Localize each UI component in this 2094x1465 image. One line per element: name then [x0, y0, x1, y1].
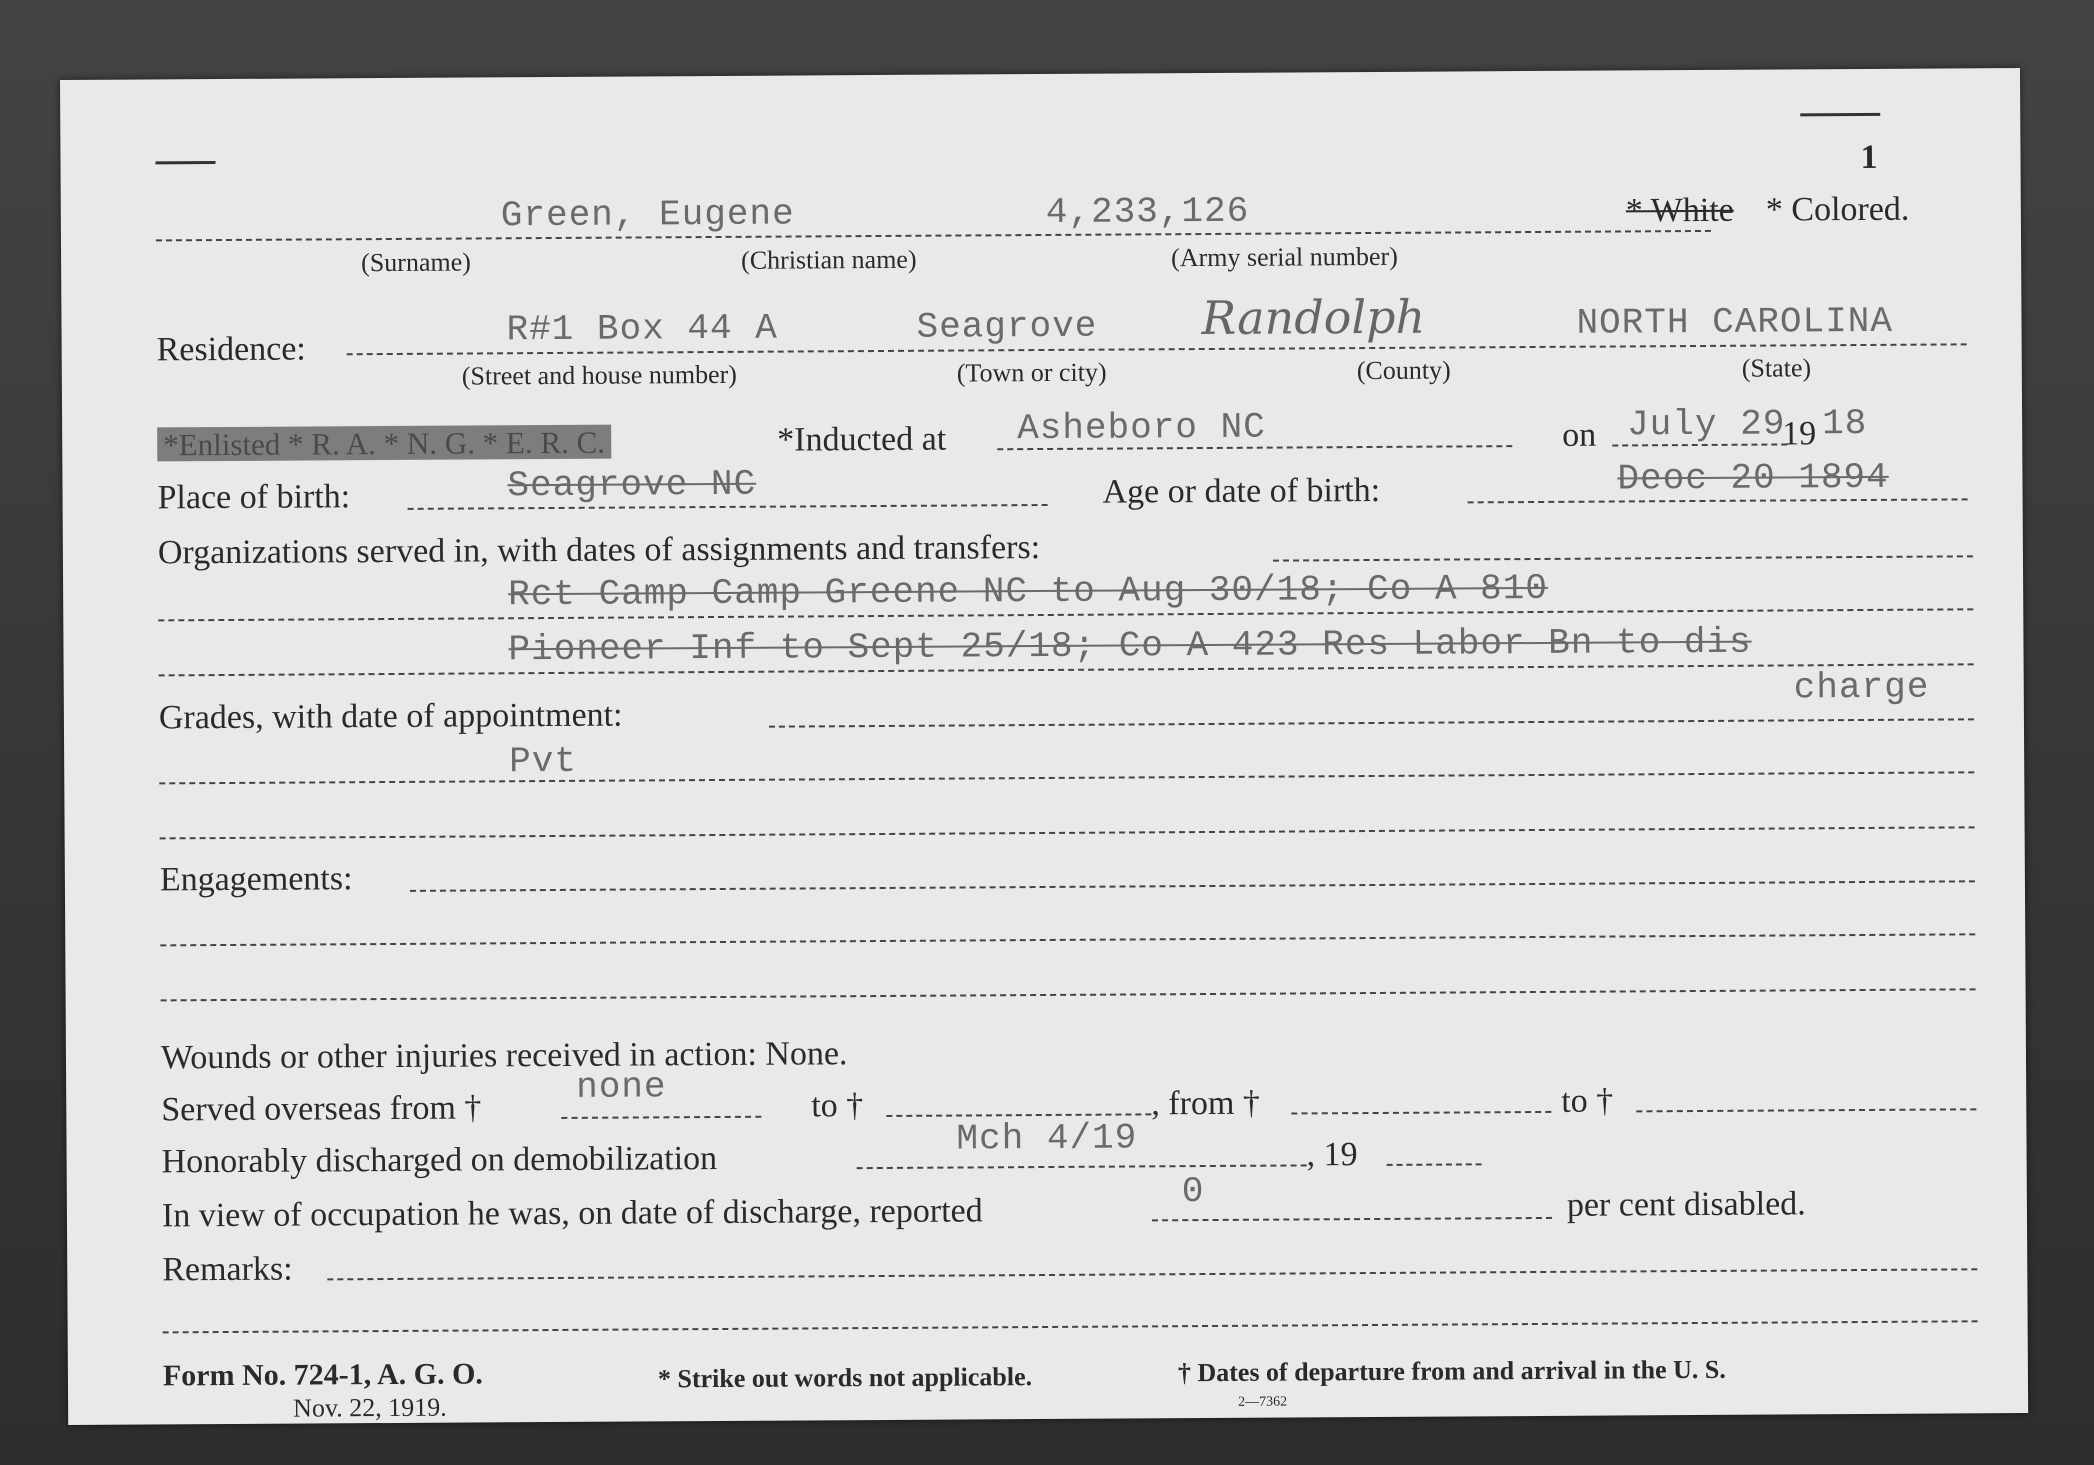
grades-line-0 — [769, 718, 1974, 727]
overseas-to2-line — [1636, 1108, 1976, 1112]
label-town: (Town or city) — [956, 357, 1107, 388]
dates-note: † Dates of departure from and arrival in the U. S. — [1177, 1354, 1726, 1388]
street-value: R#1 Box 44 A — [506, 307, 778, 351]
form-date: Nov. 22, 1919. — [293, 1392, 447, 1423]
race-colored: * Colored. — [1765, 190, 1910, 229]
form-number: Form No. 724-1, A. G. O. — [162, 1357, 483, 1393]
inducted-at-value: Asheboro NC — [1017, 406, 1266, 450]
service-record-card — [60, 68, 2028, 1425]
inducted-date-line — [1612, 443, 1787, 446]
name-line — [156, 230, 1711, 241]
label-state: (State) — [1741, 353, 1812, 383]
engagements-line-1 — [160, 933, 1975, 946]
discharged-year: , 19 — [1306, 1136, 1358, 1174]
occupation-label: In view of occupation he was, on date of discharge, reported — [161, 1192, 983, 1235]
strike-note: * Strike out words not applicable. — [657, 1362, 1033, 1394]
town-value: Seagrove — [916, 305, 1098, 348]
grades-label: Grades, with date of appointment: — [158, 696, 623, 737]
discharged-label: Honorably discharged on demobilization — [161, 1140, 718, 1181]
disabled-suffix: per cent disabled. — [1566, 1185, 1806, 1224]
remarks-line-0 — [327, 1268, 1977, 1280]
organizations-value-3: charge — [1793, 666, 1930, 709]
grade-value: Pvt — [509, 740, 578, 783]
overseas-to2-label: to † — [1561, 1082, 1614, 1120]
dob-line — [1468, 498, 1968, 503]
organizations-line-0 — [1273, 555, 1973, 561]
name-value: Green, Eugene — [500, 193, 795, 237]
disabled-value: 0 — [1181, 1171, 1205, 1213]
serial-value: 4,233,126 — [1045, 190, 1250, 233]
dob-value: Deoc 20 1894 — [1617, 456, 1889, 500]
enlisted-options-struck: *Enlisted * R. A. * N. G. * E. R. C. — [157, 425, 611, 462]
label-surname: (Surname) — [361, 247, 471, 278]
top-right-dash — [1800, 113, 1880, 116]
engagements-line-0 — [410, 880, 1975, 892]
printer-mark: 2—7362 — [1238, 1394, 1288, 1410]
overseas-label: Served overseas from † — [161, 1089, 482, 1129]
label-street: (Street and house number) — [461, 359, 737, 391]
engagements-line-2 — [161, 988, 1976, 1001]
residence-label: Residence: — [156, 330, 306, 369]
overseas-from2-line — [1291, 1111, 1551, 1115]
grades-line-1 — [159, 771, 1974, 784]
label-christian-name: (Christian name) — [741, 244, 917, 275]
race-white: * White — [1625, 191, 1734, 230]
discharged-year-line — [1387, 1163, 1482, 1166]
on-label: on — [1562, 416, 1597, 454]
discharged-line — [857, 1164, 1307, 1169]
remarks-line-1 — [163, 1320, 1978, 1333]
pob-label: Place of birth: — [157, 478, 351, 517]
discharged-date-value: Mch 4/19 — [956, 1117, 1138, 1160]
overseas-to-label: to † — [811, 1087, 864, 1125]
top-left-dash — [155, 161, 215, 164]
label-county: (County) — [1356, 355, 1451, 386]
overseas-from-value: none — [576, 1066, 667, 1108]
remarks-label: Remarks: — [162, 1250, 293, 1289]
county-value: Randolph — [1201, 289, 1426, 346]
year-prefix: 19 — [1782, 415, 1817, 453]
overseas-from-line — [561, 1116, 761, 1119]
overseas-from2-label: , from † — [1151, 1084, 1260, 1123]
label-serial: (Army serial number) — [1171, 241, 1398, 273]
card-number: 1 — [1860, 138, 1878, 177]
pob-value: Seagrove NC — [507, 463, 757, 507]
organizations-value-2: Pioneer Inf to Sept 25/18; Co A 423 Res Labor Bn to dis — [508, 621, 1752, 671]
dob-label: Age or date of birth: — [1102, 471, 1381, 511]
wounds-label: Wounds or other injuries received in action: None. — [160, 1035, 848, 1077]
inducted-date-value: July 29 — [1627, 403, 1786, 446]
organizations-value-1: Rct Camp Camp Greene NC to Aug 30/18; Co A 810 — [508, 567, 1549, 616]
engagements-label: Engagements: — [159, 860, 353, 899]
overseas-to-line — [886, 1113, 1151, 1117]
disabled-line — [1152, 1217, 1552, 1221]
grades-line-2 — [160, 826, 1975, 839]
inducted-label: *Inducted at — [777, 420, 947, 459]
state-value: NORTH CAROLINA — [1576, 300, 1894, 344]
organizations-label: Organizations served in, with dates of assignments and transfers: — [157, 529, 1041, 572]
year-value: 18 — [1822, 402, 1868, 445]
